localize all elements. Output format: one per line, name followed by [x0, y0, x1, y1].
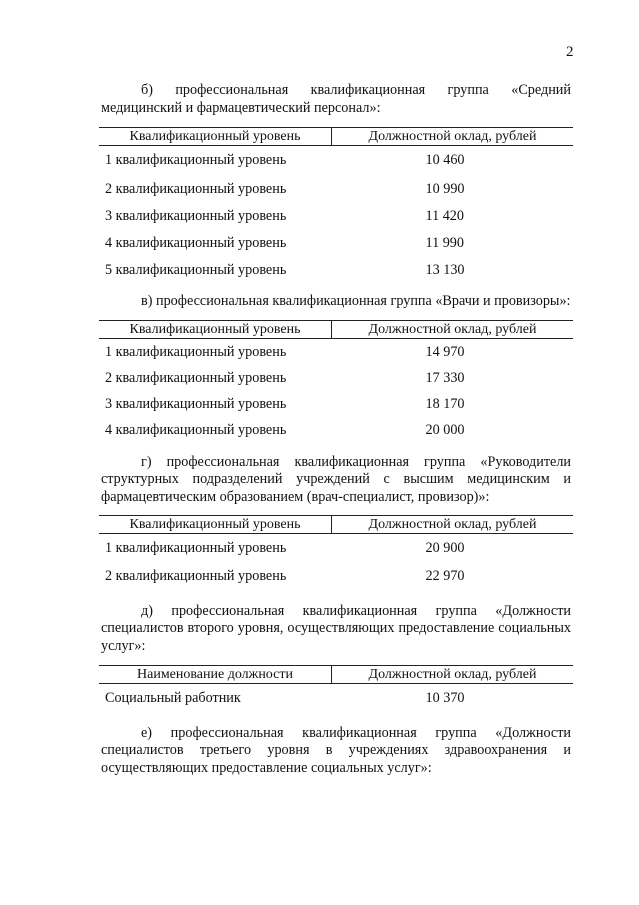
row-label: 2 квалификационный уровень	[105, 180, 287, 197]
page-number: 2	[566, 44, 574, 60]
table-row	[99, 176, 573, 203]
table-header-row	[99, 321, 573, 339]
section-g-intro: г) профессиональная квалификационная группа «Руководители структурных подразделений учреждений с высшим медицинским и фармацевтическим образованием (врач-специалист, провизор)»:	[101, 453, 571, 505]
section-v-table	[99, 320, 573, 444]
table-row	[99, 203, 573, 230]
table-row	[99, 146, 573, 176]
row-salary: 11 990	[425, 234, 464, 251]
table-row	[99, 534, 573, 563]
column-header-position: Наименование должности	[99, 666, 332, 684]
section-b-intro: б) профессиональная квалификационная группа «Средний медицинский и фармацевтический персонал»:	[101, 82, 571, 116]
table-header-row	[99, 666, 573, 684]
section-e-intro: е) профессиональная квалификационная группа «Должности специалистов третьего уровня в учреждениях здравоохранения и осуществляющих предоставление социальных услуг»:	[101, 724, 571, 776]
column-header-level: Квалификационный уровень	[99, 516, 332, 534]
row-label: 3 квалификационный уровень	[105, 396, 287, 412]
row-salary: 13 130	[425, 261, 465, 278]
section-g-table	[99, 515, 573, 590]
row-label: 1 квалификационный уровень	[105, 539, 287, 556]
row-label: 4 квалификационный уровень	[105, 234, 287, 251]
section-d-intro: д) профессиональная квалификационная группа «Должности специалистов второго уровня, осуществляющих предоставление социальных услуг»:	[101, 602, 571, 654]
row-label: Социальный работник	[105, 689, 241, 706]
row-salary: 10 990	[425, 180, 465, 197]
table-header-row	[99, 516, 573, 534]
table-row	[99, 563, 573, 590]
row-label: 1 квалификационный уровень	[105, 152, 287, 169]
row-salary: 11 420	[425, 207, 464, 224]
row-label: 1 квалификационный уровень	[105, 343, 287, 360]
column-header-level: Квалификационный уровень	[99, 321, 332, 339]
table-row	[99, 366, 573, 392]
row-label: 5 квалификационный уровень	[105, 261, 287, 278]
row-label: 3 квалификационный уровень	[105, 207, 287, 224]
section-d-table	[99, 665, 573, 713]
row-salary: 14 970	[425, 343, 465, 360]
column-header-salary: Должностной оклад, рублей	[332, 128, 574, 146]
table-row	[99, 230, 573, 257]
row-label: 4 квалификационный уровень	[105, 422, 287, 438]
row-salary: 10 370	[425, 689, 465, 706]
row-label: 2 квалификационный уровень	[105, 567, 287, 584]
table-header-row	[99, 128, 573, 146]
section-v-intro: в) профессиональная квалификационная группа «Врачи и провизоры»:	[141, 292, 571, 309]
row-salary: 22 970	[425, 567, 465, 584]
table-row	[99, 257, 573, 284]
row-salary: 17 330	[425, 370, 465, 386]
column-header-salary: Должностной оклад, рублей	[332, 666, 574, 684]
row-salary: 18 170	[425, 396, 465, 412]
row-salary: 20 900	[425, 539, 465, 556]
row-label: 2 квалификационный уровень	[105, 370, 287, 386]
column-header-salary: Должностной оклад, рублей	[332, 516, 574, 534]
document-body	[101, 82, 571, 777]
table-row	[99, 392, 573, 418]
table-row	[99, 418, 573, 444]
section-b-table	[99, 127, 573, 284]
row-salary: 10 460	[425, 152, 465, 169]
row-salary: 20 000	[425, 422, 465, 438]
column-header-salary: Должностной оклад, рублей	[332, 321, 574, 339]
table-row	[99, 684, 573, 713]
table-row	[99, 339, 573, 366]
column-header-level: Квалификационный уровень	[99, 128, 332, 146]
